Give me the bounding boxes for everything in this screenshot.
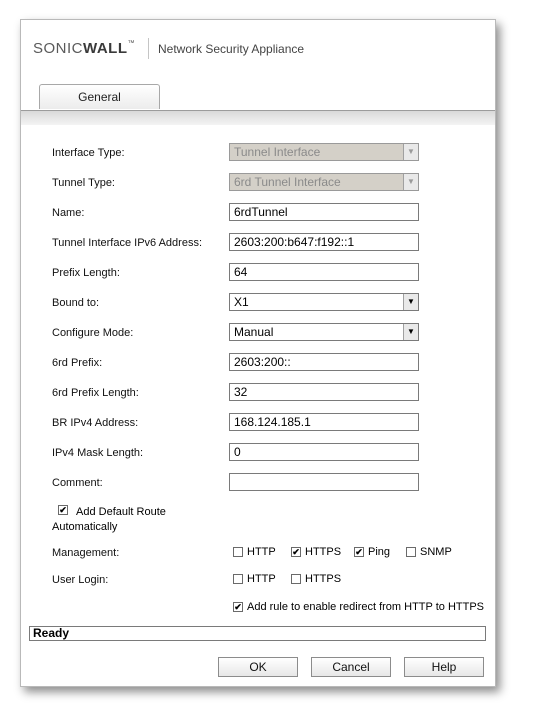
row-6rd-prefix-length <box>21 383 495 403</box>
interface-type-value: Tunnel Interface <box>234 145 321 159</box>
management-https-checkbox[interactable] <box>291 547 301 557</box>
dialog-window <box>20 19 496 687</box>
management-snmp-label: SNMP <box>420 546 452 559</box>
ipv4-mask-label: IPv4 Mask Length: <box>52 447 144 459</box>
row-redirect <box>21 601 495 621</box>
checkmark-icon: ✔ <box>234 602 242 613</box>
management-ping-checkbox[interactable] <box>354 547 364 557</box>
brand-mark: ™ <box>127 40 136 47</box>
management-http-checkbox[interactable] <box>233 547 243 557</box>
help-button[interactable]: Help <box>404 657 484 677</box>
brand-logo <box>33 40 135 57</box>
product-name: Network Security Appliance <box>158 42 305 56</box>
6rd-prefix-input[interactable]: 2603:200:: <box>229 353 419 371</box>
ipv6-address-label: Tunnel Interface IPv6 Address: <box>52 237 203 249</box>
bound-to-select[interactable] <box>229 293 419 311</box>
tunnel-type-select[interactable] <box>229 173 419 191</box>
management-http[interactable] <box>233 546 276 558</box>
redirect-checkbox[interactable] <box>233 602 243 612</box>
checkmark-icon: ✔ <box>59 505 67 515</box>
user-login-label: User Login: <box>52 574 109 586</box>
ipv6-address-input[interactable]: 2603:200:b647:f192::1 <box>229 233 419 251</box>
tunnel-type-value: 6rd Tunnel Interface <box>234 175 341 189</box>
row-prefix-length <box>21 263 495 283</box>
redirect-option[interactable] <box>233 601 484 613</box>
redirect-label: Add rule to enable redirect from HTTP to HTTPS <box>247 601 484 614</box>
management-ping[interactable] <box>354 546 390 558</box>
row-ipv4-mask <box>21 443 495 463</box>
checkmark-icon: ✔ <box>292 547 300 558</box>
row-management <box>21 545 495 565</box>
interface-type-label: Interface Type: <box>52 147 125 159</box>
bound-to-value: X1 <box>234 295 249 309</box>
management-label: Management: <box>52 547 120 559</box>
dropdown-arrow-icon[interactable]: ▼ <box>403 324 418 340</box>
brand-left: SONIC <box>33 40 84 57</box>
management-snmp[interactable] <box>406 546 452 558</box>
ipv4-mask-input[interactable]: 0 <box>229 443 419 461</box>
default-route-label-1: Add Default Route <box>76 506 166 518</box>
6rd-prefix-length-input[interactable]: 32 <box>229 383 419 401</box>
row-name <box>21 203 495 223</box>
prefix-length-input[interactable]: 64 <box>229 263 419 281</box>
row-ipv6-address <box>21 233 495 253</box>
comment-label: Comment: <box>52 477 103 489</box>
management-https-label: HTTPS <box>305 546 342 559</box>
header <box>21 20 495 80</box>
row-user-login <box>21 573 495 593</box>
configure-mode-value: Manual <box>234 325 274 339</box>
dropdown-arrow-icon: ▼ <box>403 174 418 190</box>
6rd-prefix-length-label: 6rd Prefix Length: <box>52 387 139 399</box>
prefix-length-label: Prefix Length: <box>52 267 120 279</box>
tab-general[interactable]: General <box>39 84 160 109</box>
row-comment <box>21 473 495 493</box>
cancel-button[interactable]: Cancel <box>311 657 391 677</box>
dropdown-arrow-icon[interactable]: ▼ <box>403 294 418 310</box>
row-interface-type <box>21 143 495 163</box>
row-bound-to <box>21 293 495 313</box>
status-bar: Ready <box>29 626 486 641</box>
default-route-checkbox[interactable] <box>58 505 68 515</box>
row-6rd-prefix <box>21 353 495 373</box>
tunnel-type-label: Tunnel Type: <box>52 177 115 189</box>
row-configure-mode <box>21 323 495 343</box>
ok-button[interactable]: OK <box>218 657 298 677</box>
management-snmp-checkbox[interactable] <box>406 547 416 557</box>
default-route-label-2: Automatically <box>52 521 118 533</box>
br-ipv4-input[interactable]: 168.124.185.1 <box>229 413 419 431</box>
name-input[interactable]: 6rdTunnel <box>229 203 419 221</box>
user-login-http[interactable] <box>233 573 276 585</box>
configure-mode-label: Configure Mode: <box>52 327 134 339</box>
bound-to-label: Bound to: <box>52 297 100 309</box>
comment-input[interactable] <box>229 473 419 491</box>
user-login-https-checkbox[interactable] <box>291 574 301 584</box>
brand-right: WALL <box>83 40 128 57</box>
user-login-https[interactable] <box>291 573 341 585</box>
configure-mode-select[interactable] <box>229 323 419 341</box>
row-tunnel-type <box>21 173 495 193</box>
tab-bar <box>21 84 495 110</box>
checkmark-icon: ✔ <box>355 547 363 558</box>
user-login-https-label: HTTPS <box>305 573 342 586</box>
logo-divider <box>148 38 149 59</box>
interface-type-select[interactable] <box>229 143 419 161</box>
6rd-prefix-label: 6rd Prefix: <box>52 357 103 369</box>
user-login-http-checkbox[interactable] <box>233 574 243 584</box>
name-label: Name: <box>52 207 85 219</box>
management-ping-label: Ping <box>368 546 391 559</box>
dropdown-arrow-icon: ▼ <box>403 144 418 160</box>
user-login-http-label: HTTP <box>247 573 276 586</box>
management-http-label: HTTP <box>247 546 276 559</box>
br-ipv4-label: BR IPv4 Address: <box>52 417 139 429</box>
tab-content-strip <box>21 111 495 125</box>
row-br-ipv4 <box>21 413 495 433</box>
row-default-route <box>21 504 495 534</box>
management-https[interactable] <box>291 546 341 558</box>
